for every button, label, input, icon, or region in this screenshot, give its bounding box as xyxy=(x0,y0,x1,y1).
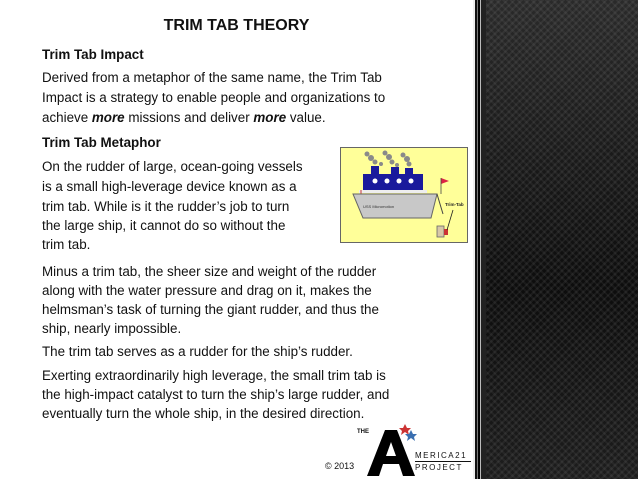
smoke-puffs xyxy=(365,151,412,168)
rudder-line: The trim tab serves as a rudder for the ship’s rudder. xyxy=(42,344,353,359)
ship-illustration xyxy=(340,147,468,243)
metaphor-line-4: the large ship, it cannot do so without the xyxy=(42,218,286,233)
binding-rail xyxy=(473,0,486,479)
metaphor-line-3: trim tab. While is it the rudder’s job to turn xyxy=(42,199,290,214)
metaphor-line-1: On the rudder of large, ocean-going vessels xyxy=(42,159,303,174)
carbon-fiber-panel xyxy=(486,0,638,479)
impact-line-1: Derived from a metaphor of the same name, the Trim Tab xyxy=(42,70,382,85)
ship-drawing xyxy=(341,148,469,244)
minus-line-1: Minus a trim tab, the sheer size and weight of the rudder xyxy=(42,264,377,279)
logo-the: THE xyxy=(357,429,369,435)
leverage-line-1: Exerting extraordinarily high leverage, the small trim tab is xyxy=(42,368,386,383)
impact-text: value. xyxy=(286,110,326,125)
section-heading-metaphor: Trim Tab Metaphor xyxy=(42,135,161,150)
impact-line-2: Impact is a strategy to enable people and organizations to xyxy=(42,90,386,105)
minus-line-2: along with the water pressure and drag on it, makes the xyxy=(42,283,372,298)
america21-logo xyxy=(355,420,473,478)
trim-tab-label: Trim-Tab xyxy=(445,202,464,207)
metaphor-line-5: trim tab. xyxy=(42,237,91,252)
superstructure xyxy=(363,174,423,190)
impact-text: achieve xyxy=(42,110,92,125)
impact-text: missions and deliver xyxy=(124,110,254,125)
pointer-line xyxy=(447,210,453,230)
copyright: © 2013 xyxy=(325,461,355,471)
stern-line xyxy=(437,194,443,214)
impact-line-3 xyxy=(42,108,326,128)
page-title: TRIM TAB THEORY xyxy=(163,17,310,34)
emphasis-more: more xyxy=(91,110,125,125)
section-heading-impact: Trim Tab Impact xyxy=(42,47,144,62)
rudder xyxy=(437,226,444,237)
minus-line-3: helmsman’s task of turning the giant rudder, and thus the xyxy=(42,302,379,317)
minus-line-4: ship, nearly impossible. xyxy=(42,321,182,336)
logo-letter-a xyxy=(363,424,419,478)
logo-merica: MERICA21 xyxy=(415,451,468,460)
hull-label: USS Micromotion xyxy=(363,204,395,209)
logo-divider xyxy=(415,461,471,462)
stern-flag xyxy=(441,178,449,184)
emphasis-more: more xyxy=(253,110,287,125)
leverage-line-3: eventually turn the whole ship, in the desired direction. xyxy=(42,406,365,421)
funnel-middle xyxy=(391,167,399,175)
metaphor-line-2: is a small high-leverage device known as a xyxy=(42,179,297,194)
logo-project: PROJECT xyxy=(415,463,463,472)
funnel-left xyxy=(371,166,379,174)
leverage-line-2: the high-impact catalyst to turn the ship’s large rudder, and xyxy=(42,387,390,402)
star-red-icon xyxy=(399,424,411,435)
